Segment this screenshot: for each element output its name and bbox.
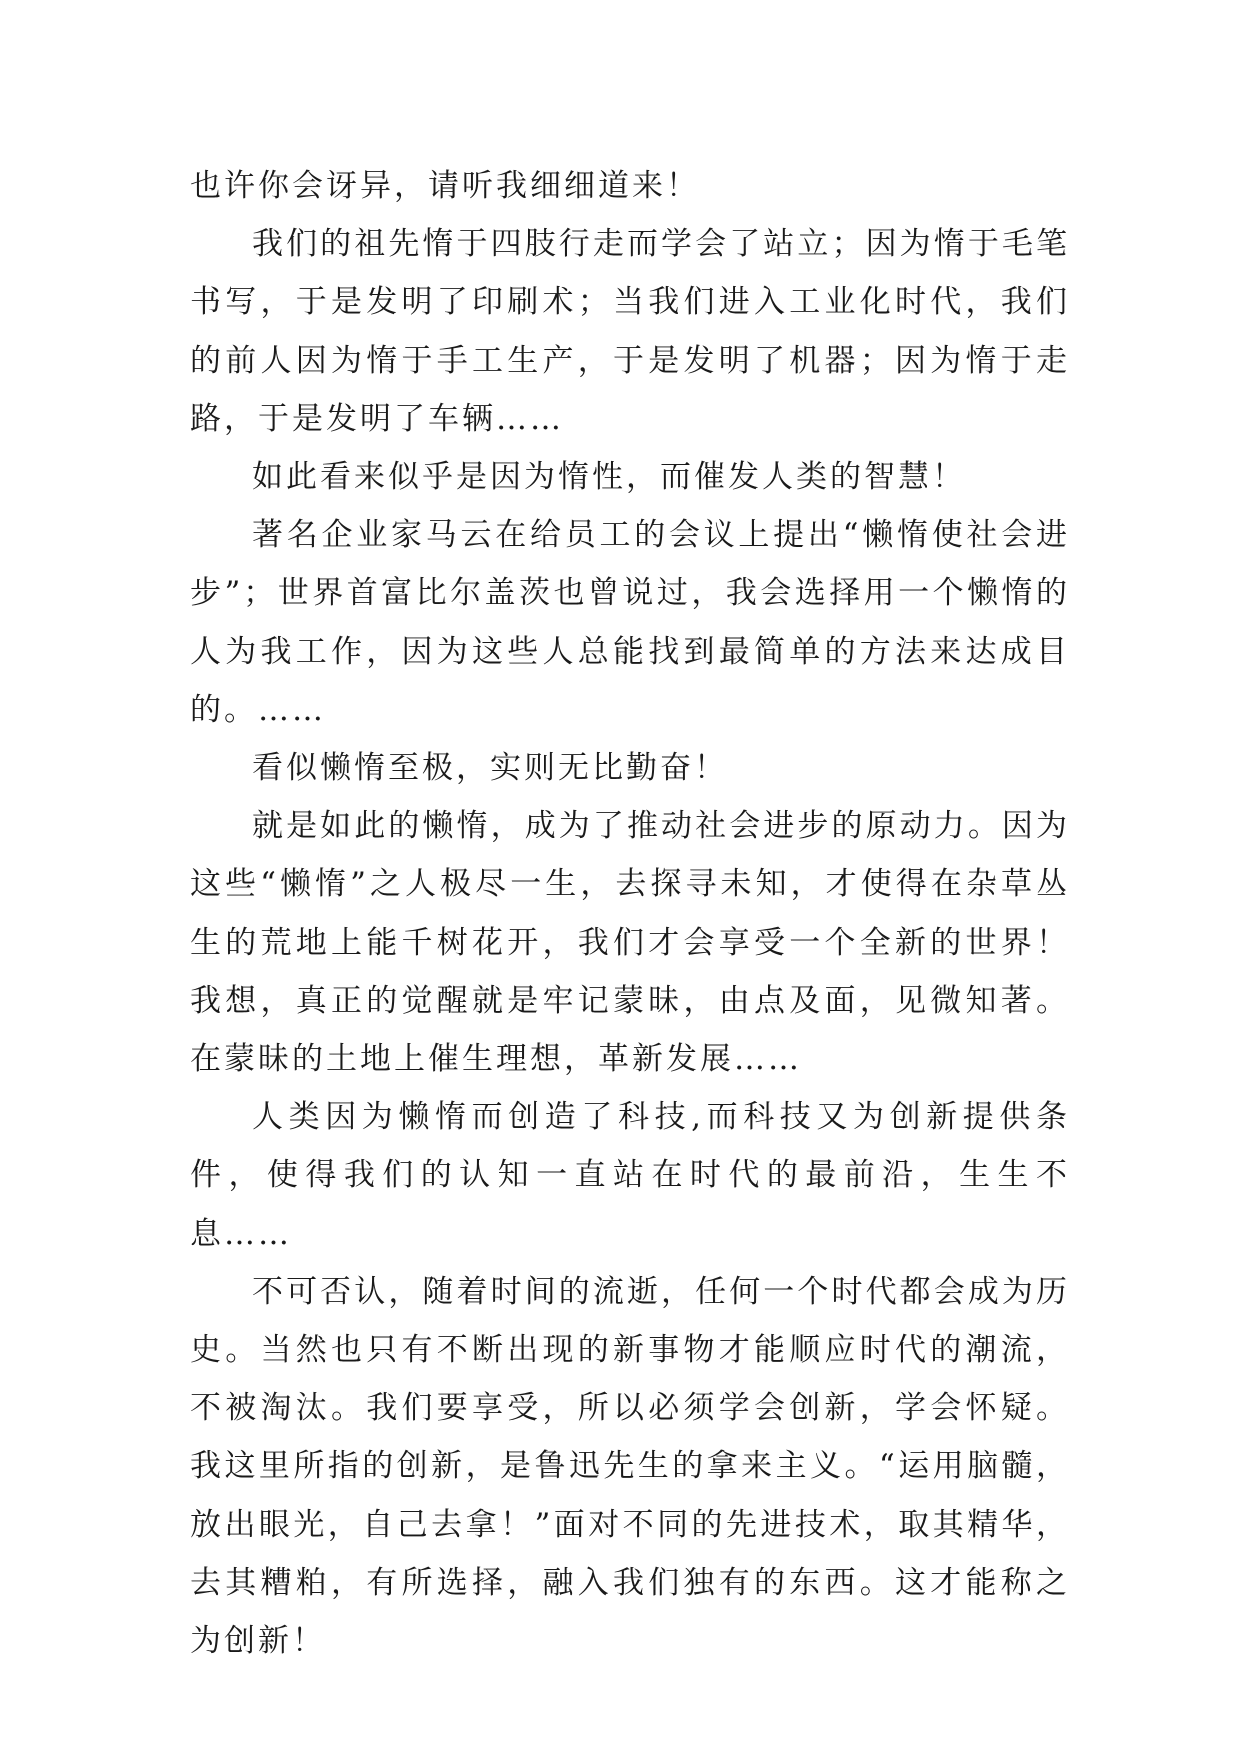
paragraph-3: 如此看来似乎是因为惰性，而催发人类的智慧！	[252, 459, 966, 496]
paragraph-6: 就是如此的懒惰，成为了推动社会进步的原动力。因为这些“懒惰”之人极尽一生，去探寻未知，才使得在杂草丛生的荒地上能千树花开，我们才会享受一个全新的世界！我想，真正的觉醒就是牢记蒙昧，由点及面，见微知著。在蒙昧的土地上催生理想，革新发展……	[190, 808, 1070, 1078]
paragraph-4: 著名企业家马云在给员工的会议上提出“懒惰使社会进步”；世界首富比尔盖茨也曾说过，我会选择用一个懒惰的人为我工作，因为这些人总能找到最简单的方法来达成目的。……	[190, 517, 1070, 728]
paragraph-2: 我们的祖先惰于四肢行走而学会了站立；因为惰于毛笔书写，于是发明了印刷术；当我们进入工业化时代，我们的前人因为惰于手工生产，于是发明了机器；因为惰于走路，于是发明了车辆……	[190, 226, 1070, 437]
paragraph-1: 也许你会讶异，请听我细细道来！	[190, 168, 700, 204]
paragraph-7: 人类因为懒惰而创造了科技,而科技又为创新提供条件，使得我们的认知一直站在时代的最前沿，生生不息……	[190, 1099, 1070, 1252]
paragraph-5: 看似懒惰至极，实则无比勤奋！	[252, 750, 728, 787]
document-body	[190, 157, 1070, 1670]
paragraph-8: 不可否认，随着时间的流逝，任何一个时代都会成为历史。当然也只有不断出现的新事物才能顺应时代的潮流，不被淘汰。我们要享受，所以必须学会创新，学会怀疑。我这里所指的创新，是鲁迅先生的拿来主义。“运用脑髓，放出眼光，自己去拿！”面对不同的先进技术，取其精华，去其糟粕，有所选择，融入我们独有的东西。这才能称之为创新！	[190, 1273, 1070, 1660]
